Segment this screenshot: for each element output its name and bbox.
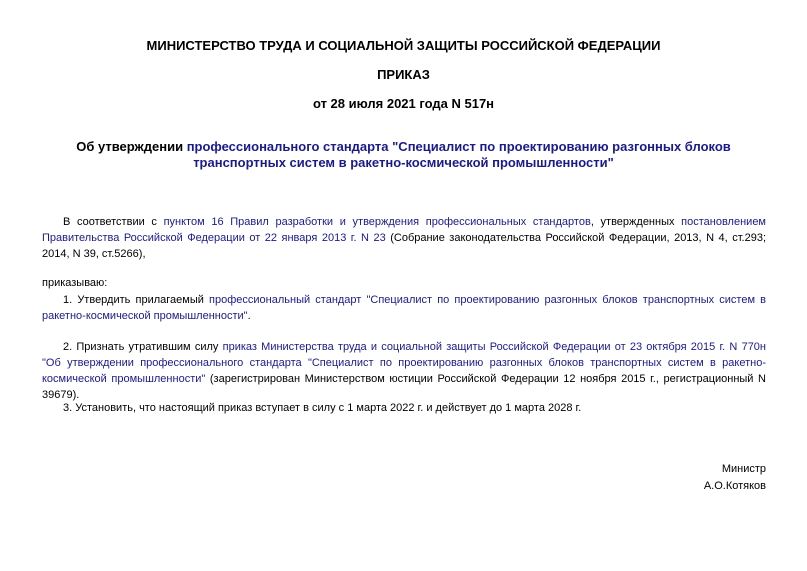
document-title xyxy=(40,139,767,171)
standard-link[interactable]: профессиональный стандарт "Специалист по проектированию разгонных блоков транспортных систем в ракетно-космической промышленности" xyxy=(42,294,766,322)
rules-link[interactable]: пунктом 16 Правил разработки и утверждения профессиональных стандартов xyxy=(163,216,591,228)
title-standard-link[interactable]: профессионального стандарта "Специалист по проектированию разгонных блоков транспортных систем в ракетно-космической промышленности" xyxy=(186,139,731,170)
p1-text-1: В соответствии с xyxy=(63,216,164,228)
paragraph-item-3: 3. Установить, что настоящий приказ вступает в силу с 1 марта 2022 г. и действует до 1 марта 2028 г. xyxy=(63,402,582,414)
ministry-name: МИНИСТЕРСТВО ТРУДА И СОЦИАЛЬНОЙ ЗАЩИТЫ РОССИЙСКОЙ ФЕДЕРАЦИИ xyxy=(146,38,661,53)
orders-word: приказываю: xyxy=(42,277,108,289)
signature-position: Министр xyxy=(721,463,766,475)
previous-order-link[interactable]: приказ Министерства труда и социальной защиты Российской Федерации от 23 октября 2015 г. N 770н "Об утверждении профессионального стандарта "Специалист по проектированию разгонных блоков транспортных систем в ракетно-космической промышленности" xyxy=(42,341,766,385)
title-prefix: Об утверждении xyxy=(76,139,187,154)
paragraph-basis xyxy=(42,214,766,262)
government-decree-link[interactable]: постановлением Правительства Российской Федерации от 22 января 2013 г. N 23 xyxy=(42,216,766,244)
p2-text-2: . xyxy=(247,310,251,322)
p1-text-2: , утвержденных xyxy=(590,216,682,228)
paragraph-item-1 xyxy=(42,292,766,324)
paragraph-item-2 xyxy=(42,339,766,403)
signature-name: А.О.Котяков xyxy=(703,480,766,492)
order-date: от 28 июля 2021 года N 517н xyxy=(312,96,495,111)
p1-text-3: (Собрание законодательства Российской Федерации, 2013, N 4, ст.293; 2014, N 39, ст.5266), xyxy=(42,232,766,260)
order-label: ПРИКАЗ xyxy=(377,67,430,82)
p3-text-2: (зарегистрирован Министерством юстиции Российской Федерации 12 ноября 2015 г., регистрационный N 39679). xyxy=(42,373,766,401)
p2-text-1: 1. Утвердить прилагаемый xyxy=(63,294,210,306)
p3-text-1: 2. Признать утратившим силу xyxy=(63,341,223,353)
